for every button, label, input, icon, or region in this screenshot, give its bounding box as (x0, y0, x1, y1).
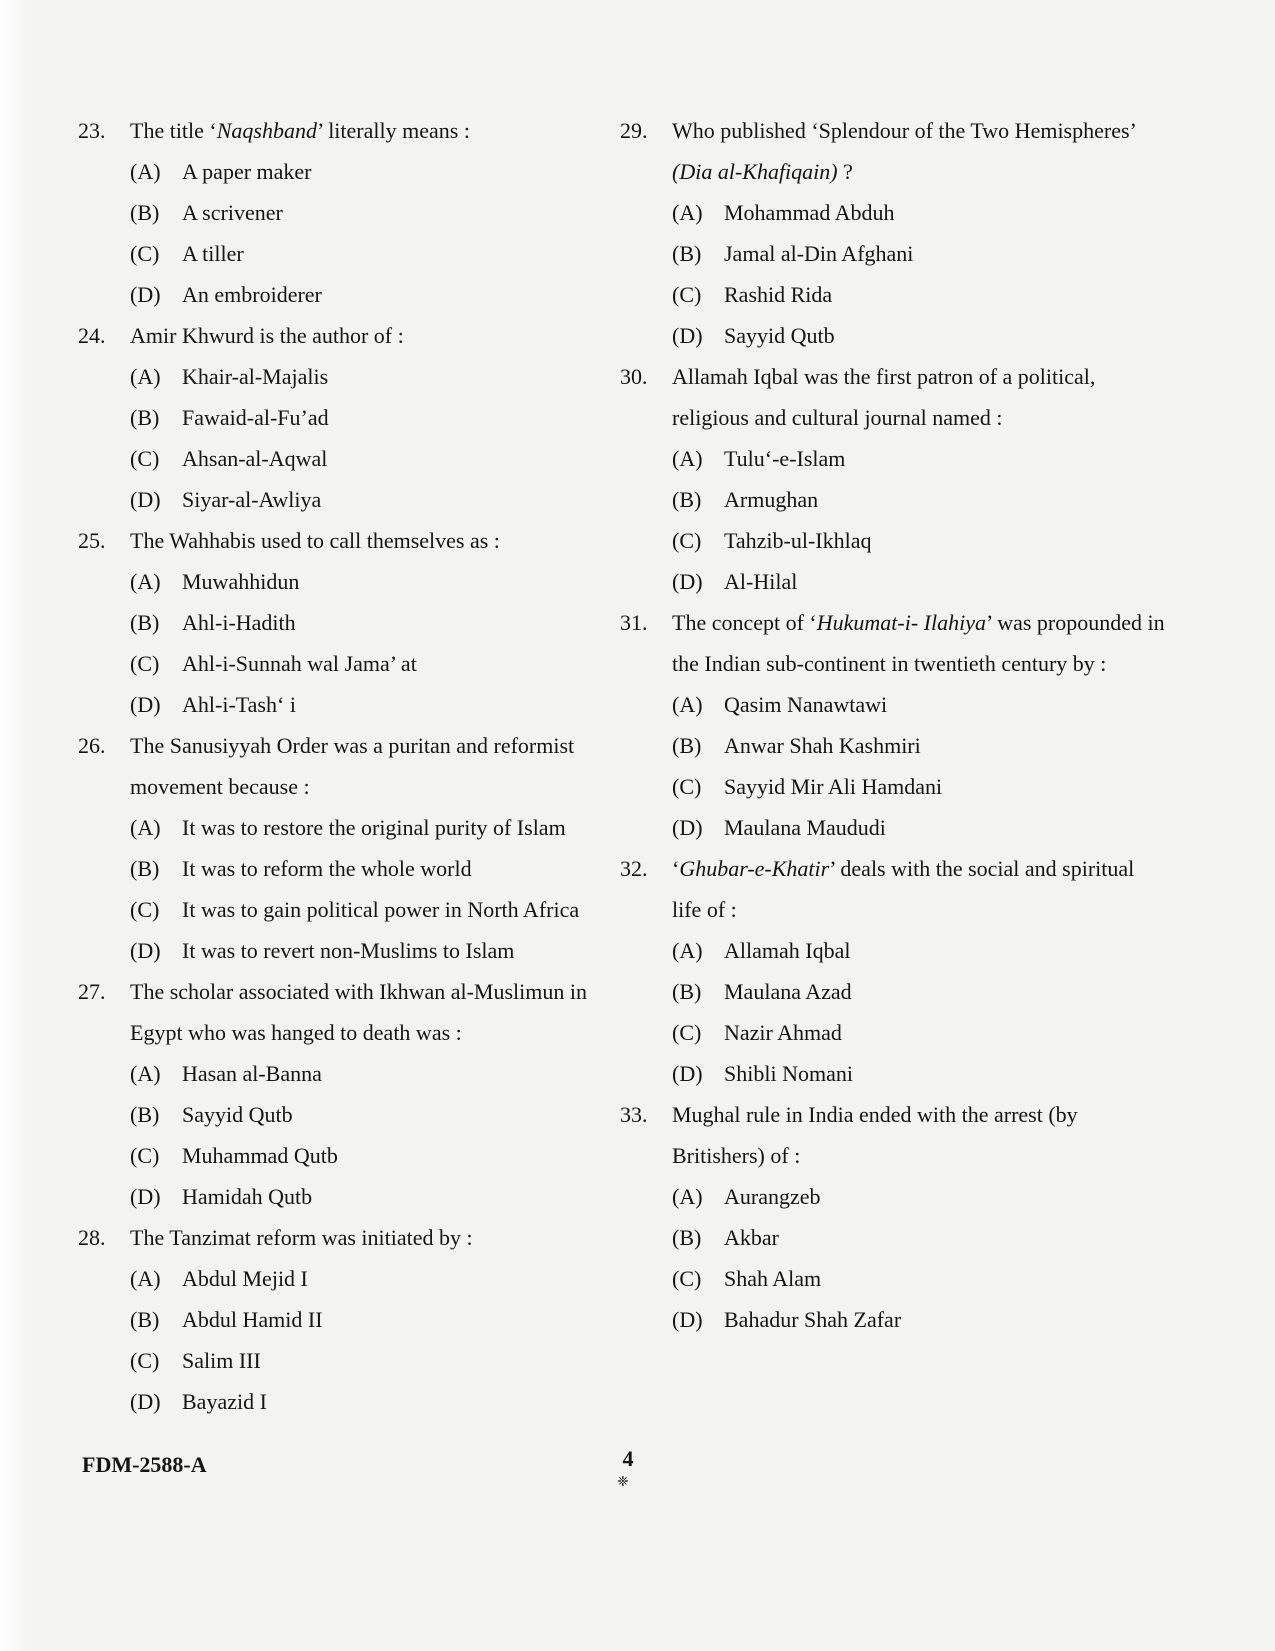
question-text: The Tanzimat reform was initiated by : (130, 1225, 473, 1250)
question-text: Amir Khwurd is the author of : (130, 323, 404, 348)
question-number: 31. (620, 610, 648, 635)
question-29 (620, 110, 1165, 356)
option-d: (D) Hamidah Qutb (130, 1184, 313, 1209)
question-33 (620, 1094, 1165, 1340)
option-b: (B) Sayyid Qutb (130, 1102, 293, 1127)
option-c: (C) Rashid Rida (672, 282, 833, 307)
question-number: 24. (78, 323, 106, 348)
question-23 (78, 110, 598, 315)
option-c: (C) Nazir Ahmad (672, 1020, 842, 1045)
question-number: 23. (78, 118, 106, 143)
option-c: (C) Ahsan-al-Aqwal (130, 446, 328, 471)
option-c: (C) Salim III (130, 1348, 261, 1373)
option-a: (A) Qasim Nanawtawi (672, 692, 888, 717)
question-text: The Wahhabis used to call themselves as : (130, 528, 500, 553)
page-number: 4 (622, 1446, 634, 1471)
question-number: 33. (620, 1102, 648, 1127)
option-d: (D) Ahl-i-Tash‘ i (130, 692, 296, 717)
option-c: (C) It was to gain political power in North Africa (130, 897, 580, 922)
question-number: 28. (78, 1225, 106, 1250)
question-text: Mughal rule in India ended with the arrest (by Britishers) of : (672, 1102, 1078, 1168)
option-b: (B) Armughan (672, 487, 819, 512)
option-a: (A) Aurangzeb (672, 1184, 821, 1209)
question-text: The Sanusiyyah Order was a puritan and reformist movement because : (130, 733, 575, 799)
question-31 (620, 602, 1165, 848)
option-d: (D) Maulana Maududi (672, 815, 886, 840)
option-c: (C) Ahl-i-Sunnah wal Jama’ at (130, 651, 417, 676)
option-d: (D) It was to revert non-Muslims to Islam (130, 938, 515, 963)
question-number: 30. (620, 364, 648, 389)
option-b: (B) Abdul Hamid II (130, 1307, 323, 1332)
option-d: (D) An embroiderer (130, 282, 322, 307)
option-a: (A) Abdul Mejid I (130, 1266, 308, 1291)
option-c: (C) Shah Alam (672, 1266, 822, 1291)
option-b: (B) Maulana Azad (672, 979, 852, 1004)
question-number: 25. (78, 528, 106, 553)
option-c: (C) Tahzib-ul-Ikhlaq (672, 528, 872, 553)
option-a: (A) Allamah Iqbal (672, 938, 851, 963)
left-column (78, 110, 598, 1422)
option-a: (A) Tulu‘-e-Islam (672, 446, 846, 471)
option-a: (A) It was to restore the original purity of Islam (130, 815, 566, 840)
question-text: The concept of ‘Hukumat-i- Ilahiya’ was propounded in the Indian sub-continent in twentieth century by : (672, 610, 1165, 676)
option-c: (C) Muhammad Qutb (130, 1143, 338, 1168)
option-d: (D) Al-Hilal (672, 569, 798, 594)
question-32 (620, 848, 1165, 1094)
option-b: (B) Jamal al-Din Afghani (672, 241, 914, 266)
ornament-icon: ❈ (617, 1475, 629, 1490)
question-24 (78, 315, 598, 520)
question-30 (620, 356, 1165, 602)
option-c: (C) A tiller (130, 241, 244, 266)
question-number: 29. (620, 118, 648, 143)
question-text: Who published ‘Splendour of the Two Hemispheres’ (Dia al-Khafiqain) ? (672, 118, 1137, 184)
question-25 (78, 520, 598, 725)
option-b: (B) Anwar Shah Kashmiri (672, 733, 921, 758)
question-26 (78, 725, 598, 971)
option-d: (D) Siyar-al-Awliya (130, 487, 322, 512)
right-column (620, 110, 1165, 1340)
option-b: (B) Akbar (672, 1225, 779, 1250)
option-b: (B) Fawaid-al-Fu’ad (130, 405, 329, 430)
option-a: (A) A paper maker (130, 159, 312, 184)
option-d: (D) Sayyid Qutb (672, 323, 835, 348)
option-d: (D) Shibli Nomani (672, 1061, 853, 1086)
question-text: The scholar associated with Ikhwan al-Muslimun in Egypt who was hanged to death was : (130, 979, 588, 1045)
option-b: (B) A scrivener (130, 200, 283, 225)
question-text: Allamah Iqbal was the first patron of a political, religious and cultural journal named : (672, 364, 1096, 430)
option-a: (A) Muwahhidun (130, 569, 300, 594)
question-28 (78, 1217, 598, 1422)
question-number: 26. (78, 733, 106, 758)
question-text: The title ‘Naqshband’ literally means : (130, 118, 470, 143)
option-a: (A) Mohammad Abduh (672, 200, 895, 225)
paper-code: FDM-2588-A (82, 1452, 207, 1477)
question-number: 27. (78, 979, 106, 1004)
question-27 (78, 971, 598, 1217)
option-c: (C) Sayyid Mir Ali Hamdani (672, 774, 943, 799)
option-d: (D) Bayazid I (130, 1389, 267, 1414)
question-text: ‘Ghubar-e-Khatir’ deals with the social and spiritual life of : (672, 856, 1135, 922)
option-b: (B) Ahl-i-Hadith (130, 610, 296, 635)
option-d: (D) Bahadur Shah Zafar (672, 1307, 902, 1332)
question-number: 32. (620, 856, 648, 881)
option-a: (A) Khair-al-Majalis (130, 364, 329, 389)
option-b: (B) It was to reform the whole world (130, 856, 472, 881)
option-a: (A) Hasan al-Banna (130, 1061, 322, 1086)
scan-edge (0, 0, 30, 1651)
